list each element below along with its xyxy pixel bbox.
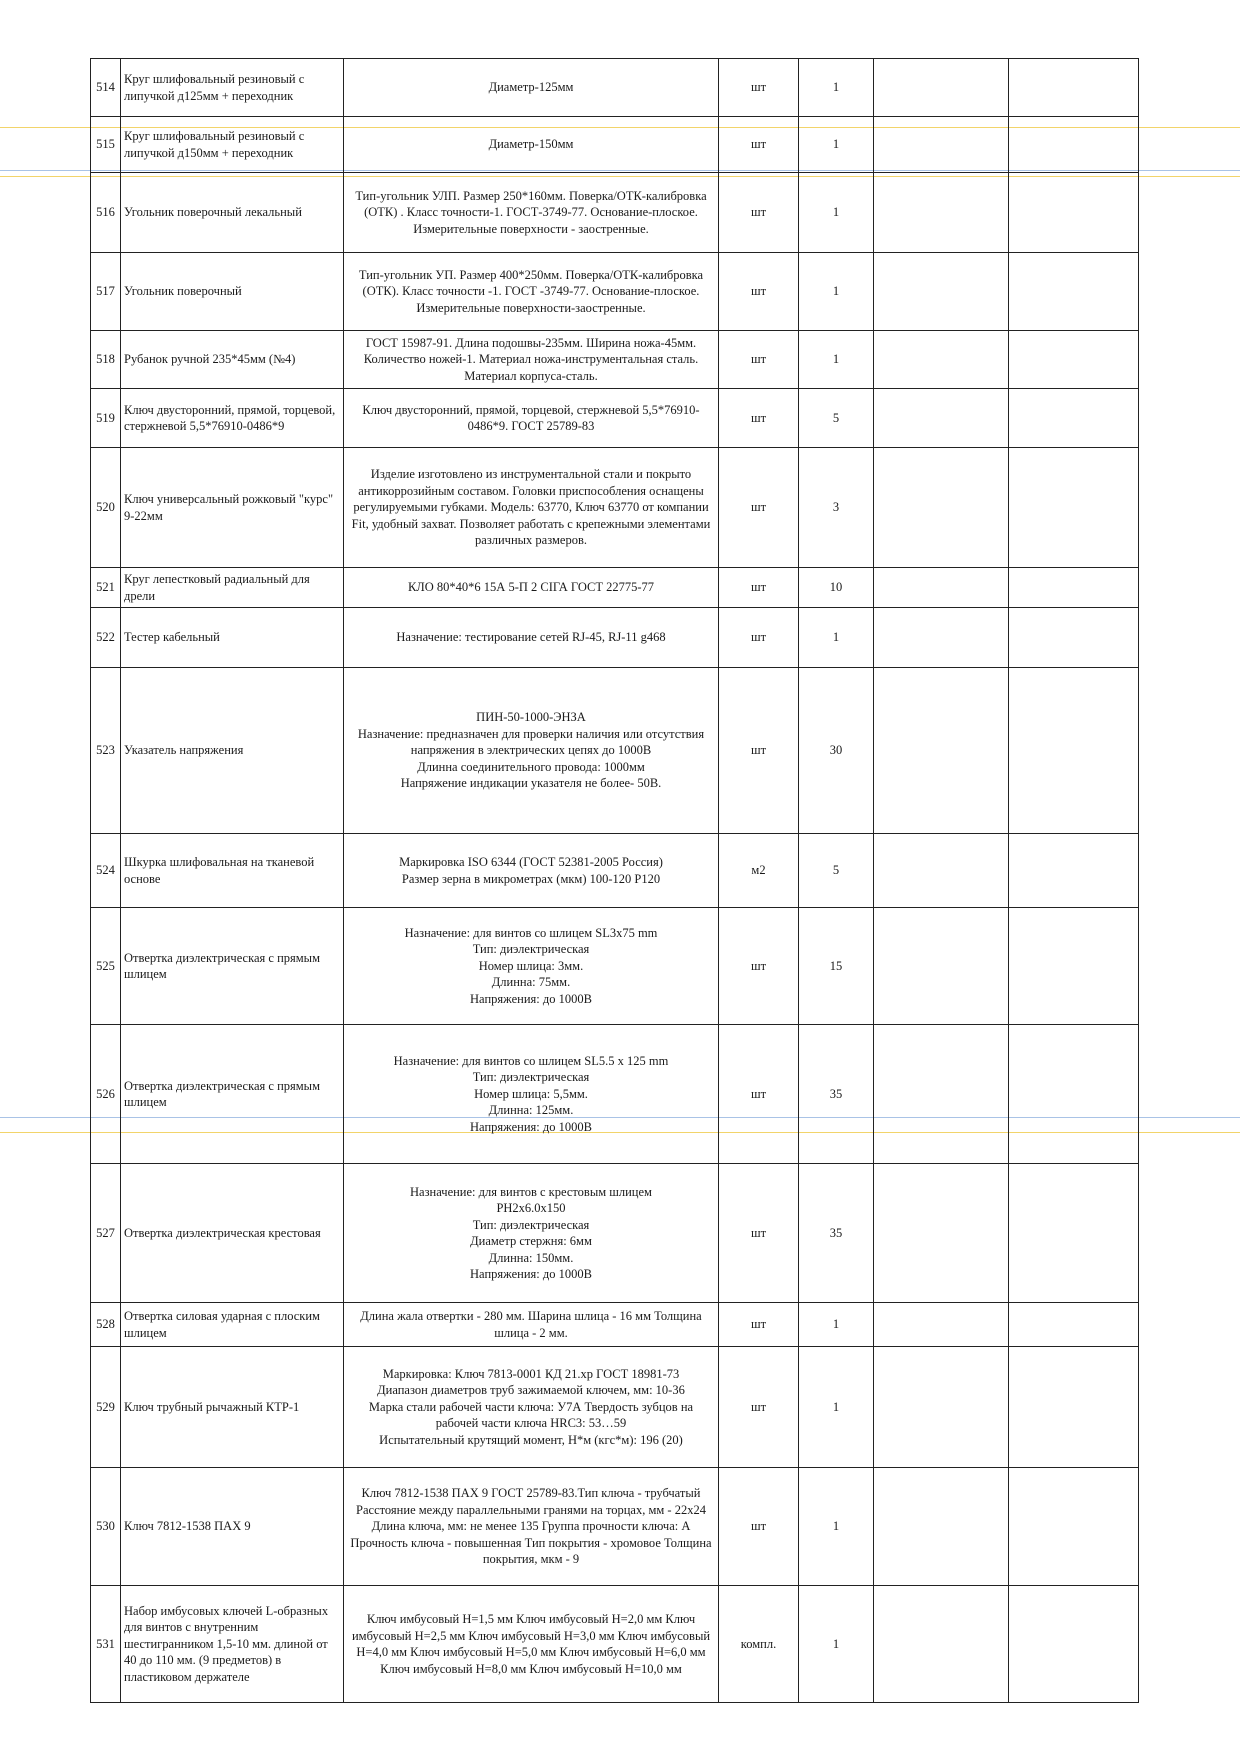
item-description-cell: Назначение: для винтов со шлицем SL3x75 mm Тип: диэлектрическая Номер шлица: 3мм. Длинна: 75мм. Напряжения: до 1000В [344,908,719,1025]
empty-cell [874,568,1009,608]
item-description-cell: Диаметр-125мм [344,59,719,117]
item-number-cell: 529 [91,1347,121,1468]
table-row [91,331,1139,389]
item-quantity-cell: 1 [799,1347,874,1468]
item-unit-cell: шт [719,59,799,117]
empty-cell [1009,389,1139,448]
empty-cell [874,253,1009,331]
table-row [91,389,1139,448]
item-description-cell: ГОСТ 15987-91. Длина подошвы-235мм. Ширина ножа-45мм. Количество ножей-1. Материал ножа-инструментальная сталь. Материал корпуса-сталь. [344,331,719,389]
empty-cell [1009,117,1139,173]
empty-cell [874,1586,1009,1703]
item-name-cell: Круг шлифовальный резиновый с липучкой д125мм + переходник [121,59,344,117]
table-row [91,1303,1139,1347]
item-number-cell: 531 [91,1586,121,1703]
empty-cell [874,1164,1009,1303]
table-row [91,608,1139,668]
empty-cell [874,608,1009,668]
table-row [91,1164,1139,1303]
empty-cell [874,448,1009,568]
item-number-cell: 517 [91,253,121,331]
item-name-cell: Ключ 7812-1538 ПАХ 9 [121,1468,344,1586]
item-quantity-cell: 5 [799,834,874,908]
item-number-cell: 520 [91,448,121,568]
item-unit-cell: шт [719,1025,799,1164]
empty-cell [1009,608,1139,668]
table-row [91,173,1139,253]
item-quantity-cell: 35 [799,1164,874,1303]
item-unit-cell: шт [719,1347,799,1468]
specification-table-body [91,59,1139,1703]
item-number-cell: 530 [91,1468,121,1586]
empty-cell [1009,1025,1139,1164]
item-name-cell: Угольник поверочный лекальный [121,173,344,253]
empty-cell [1009,173,1139,253]
item-quantity-cell: 1 [799,173,874,253]
empty-cell [1009,331,1139,389]
empty-cell [874,1025,1009,1164]
empty-cell [874,1347,1009,1468]
table-row [91,1347,1139,1468]
item-number-cell: 518 [91,331,121,389]
empty-cell [874,1468,1009,1586]
item-quantity-cell: 30 [799,668,874,834]
item-unit-cell: шт [719,1164,799,1303]
item-quantity-cell: 1 [799,59,874,117]
item-description-cell: Ключ 7812-1538 ПАХ 9 ГОСТ 25789-83.Тип ключа - трубчатый Расстояние между параллельными гранями на торцах, мм - 22х24 Длина ключа, мм: не менее 135 Группа прочности ключа: А Прочность ключа - повышенная Тип покрытия - хромовое Толщина покрытия, мкм - 9 [344,1468,719,1586]
item-unit-cell: шт [719,253,799,331]
empty-cell [874,1303,1009,1347]
empty-cell [1009,668,1139,834]
table-row [91,117,1139,173]
empty-cell [874,173,1009,253]
empty-cell [1009,1586,1139,1703]
item-unit-cell: м2 [719,834,799,908]
item-name-cell: Ключ двусторонний, прямой, торцевой, стержневой 5,5*76910-0486*9 [121,389,344,448]
item-unit-cell: шт [719,1468,799,1586]
item-description-cell: Тип-угольник УЛП. Размер 250*160мм. Поверка/ОТК-калибровка (ОТК) . Класс точности-1. ГОСТ-3749-77. Основание-плоское. Измерительные поверхности - заостренные. [344,173,719,253]
empty-cell [1009,1347,1139,1468]
item-quantity-cell: 10 [799,568,874,608]
empty-cell [874,389,1009,448]
empty-cell [874,117,1009,173]
specification-table [90,58,1139,1703]
item-name-cell: Тестер кабельный [121,608,344,668]
item-number-cell: 526 [91,1025,121,1164]
item-unit-cell: шт [719,389,799,448]
item-number-cell: 516 [91,173,121,253]
item-unit-cell: шт [719,908,799,1025]
item-description-cell: ПИН-50-1000-ЭНЗА Назначение: предназначен для проверки наличия или отсутствия напряжения в электрических цепях до 1000В Длинна соединительного провода: 1000мм Напряжение индикации указателя не более- 50В. [344,668,719,834]
item-unit-cell: шт [719,568,799,608]
table-row [91,1468,1139,1586]
item-number-cell: 524 [91,834,121,908]
empty-cell [874,59,1009,117]
empty-cell [1009,1468,1139,1586]
item-unit-cell: компл. [719,1586,799,1703]
empty-cell [1009,448,1139,568]
item-description-cell: Назначение: для винтов с крестовым шлицем PH2x6.0x150 Тип: диэлектрическая Диаметр стержня: 6мм Длинна: 150мм. Напряжения: до 1000В [344,1164,719,1303]
table-row [91,834,1139,908]
item-description-cell: Маркировка ISO 6344 (ГОСТ 52381-2005 Россия) Размер зерна в микрометрах (мкм) 100-120 Р120 [344,834,719,908]
empty-cell [874,908,1009,1025]
item-name-cell: Отвертка диэлектрическая крестовая [121,1164,344,1303]
item-number-cell: 521 [91,568,121,608]
item-unit-cell: шт [719,448,799,568]
empty-cell [1009,908,1139,1025]
table-row [91,59,1139,117]
item-number-cell: 525 [91,908,121,1025]
item-number-cell: 522 [91,608,121,668]
empty-cell [874,331,1009,389]
empty-cell [874,834,1009,908]
item-number-cell: 514 [91,59,121,117]
item-description-cell: Ключ двусторонний, прямой, торцевой, стержневой 5,5*76910-0486*9. ГОСТ 25789-83 [344,389,719,448]
item-unit-cell: шт [719,668,799,834]
empty-cell [1009,568,1139,608]
item-description-cell: Назначение: тестирование сетей RJ-45, RJ-11 g468 [344,608,719,668]
item-quantity-cell: 1 [799,1586,874,1703]
item-number-cell: 528 [91,1303,121,1347]
item-description-cell: Диаметр-150мм [344,117,719,173]
item-quantity-cell: 1 [799,253,874,331]
item-name-cell: Шкурка шлифовальная на тканевой основе [121,834,344,908]
item-number-cell: 527 [91,1164,121,1303]
item-quantity-cell: 1 [799,1468,874,1586]
empty-cell [1009,253,1139,331]
item-description-cell: Тип-угольник УП. Размер 400*250мм. Поверка/ОТК-калибровка (ОТК). Класс точности -1. ГОСТ -3749-77. Основание-плоское. Измерительные поверхности-заостренные. [344,253,719,331]
item-unit-cell: шт [719,331,799,389]
empty-cell [1009,1164,1139,1303]
item-unit-cell: шт [719,173,799,253]
item-name-cell: Круг лепестковый радиальный для дрели [121,568,344,608]
item-name-cell: Отвертка силовая ударная с плоским шлицем [121,1303,344,1347]
item-description-cell: КЛО 80*40*6 15А 5-П 2 СIГА ГОСТ 22775-77 [344,568,719,608]
item-description-cell: Изделие изготовлено из инструментальной стали и покрыто антикоррозийным составом. Головки приспособления оснащены регулируемыми губками. Модель: 63770, Ключ 63770 от компании Fit, удобный захват. Позволяет работать с крепежными элементами различных размеров. [344,448,719,568]
empty-cell [1009,1303,1139,1347]
item-unit-cell: шт [719,117,799,173]
item-quantity-cell: 15 [799,908,874,1025]
item-quantity-cell: 5 [799,389,874,448]
table-row [91,253,1139,331]
empty-cell [1009,59,1139,117]
item-quantity-cell: 1 [799,608,874,668]
table-row [91,1025,1139,1164]
item-name-cell: Круг шлифовальный резиновый с липучкой д150мм + переходник [121,117,344,173]
item-name-cell: Рубанок ручной 235*45мм (№4) [121,331,344,389]
item-name-cell: Указатель напряжения [121,668,344,834]
item-name-cell: Набор имбусовых ключей L-образных для винтов с внутренним шестигранником 1,5-10 мм. длиной от 40 до 110 мм. (9 предметов) в пластиковом держателе [121,1586,344,1703]
table-row [91,908,1139,1025]
item-quantity-cell: 3 [799,448,874,568]
item-quantity-cell: 1 [799,331,874,389]
table-row [91,568,1139,608]
item-number-cell: 523 [91,668,121,834]
item-quantity-cell: 1 [799,117,874,173]
item-description-cell: Длина жала отвертки - 280 мм. Шарина шлица - 16 мм Толщина шлица - 2 мм. [344,1303,719,1347]
item-quantity-cell: 35 [799,1025,874,1164]
item-description-cell: Ключ имбусовый Н=1,5 мм Ключ имбусовый Н=2,0 мм Ключ имбусовый Н=2,5 мм Ключ имбусовый Н=3,0 мм Ключ имбусовый Н=4,0 мм Ключ имбусовый Н=5,0 мм Ключ имбусовый Н=6,0 мм Ключ имбусовый Н=8,0 мм Ключ имбусовый Н=10,0 мм [344,1586,719,1703]
item-unit-cell: шт [719,608,799,668]
item-description-cell: Назначение: для винтов со шлицем SL5.5 x 125 mm Тип: диэлектрическая Номер шлица: 5,5мм. Длинна: 125мм. Напряжения: до 1000В [344,1025,719,1164]
item-number-cell: 519 [91,389,121,448]
item-name-cell: Отвертка диэлектрическая с прямым шлицем [121,908,344,1025]
item-description-cell: Маркировка: Ключ 7813-0001 КД 21.хр ГОСТ 18981-73 Диапазон диаметров труб зажимаемой ключем, мм: 10-36 Марка стали рабочей части ключа: У7А Твердость зубцов на рабочей части ключа HRC3: 53…59 Испытательный крутящий момент, Н*м (кгс*м): 196 (20) [344,1347,719,1468]
table-row [91,448,1139,568]
item-name-cell: Угольник поверочный [121,253,344,331]
item-number-cell: 515 [91,117,121,173]
empty-cell [1009,834,1139,908]
table-row [91,1586,1139,1703]
item-name-cell: Ключ универсальный рожковый "курс" 9-22мм [121,448,344,568]
table-row [91,668,1139,834]
item-name-cell: Ключ трубный рычажный КТР-1 [121,1347,344,1468]
item-name-cell: Отвертка диэлектрическая с прямым шлицем [121,1025,344,1164]
item-quantity-cell: 1 [799,1303,874,1347]
empty-cell [874,668,1009,834]
item-unit-cell: шт [719,1303,799,1347]
